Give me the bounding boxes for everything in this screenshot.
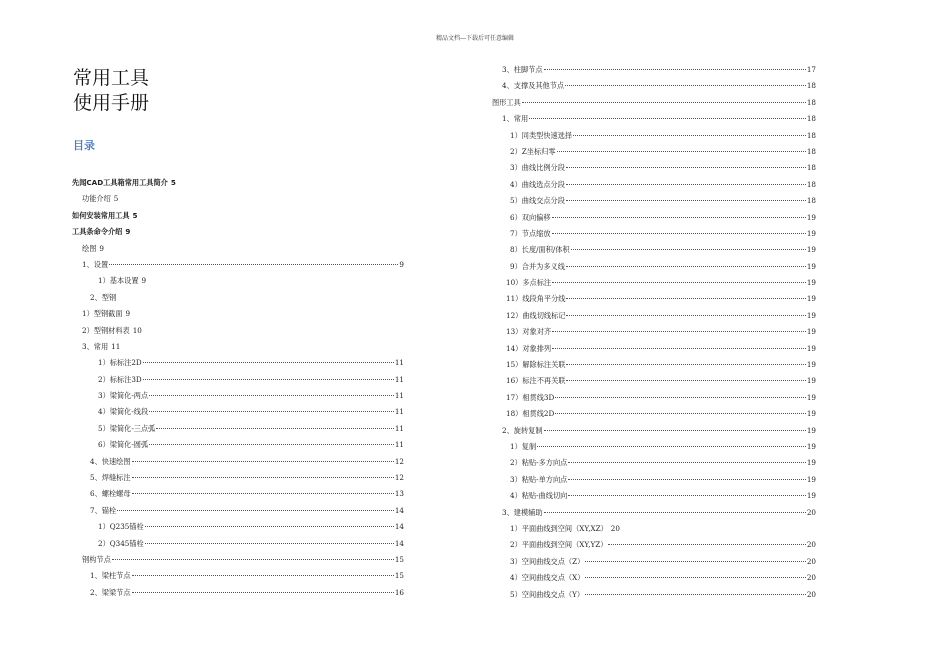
toc-entry-title: 5）空间曲线交点（Y）	[510, 589, 585, 599]
toc-entry-title: 1）型钢截面	[82, 309, 123, 319]
toc-page-number: 11	[111, 341, 121, 351]
toc-entry[interactable]	[72, 536, 404, 552]
toc-page-number: 17	[806, 65, 816, 74]
toc-entry[interactable]	[492, 78, 816, 94]
toc-entry[interactable]	[492, 521, 816, 537]
toc-page-number: 20	[806, 589, 816, 599]
toc-entry[interactable]	[72, 519, 404, 535]
toc-entry[interactable]	[492, 373, 816, 389]
toc-entry-title: 1）复制	[510, 441, 537, 451]
toc-page-number: 11	[394, 374, 404, 384]
toc-entry[interactable]	[72, 503, 404, 519]
toc-entry-title: 9）合并为多义线	[510, 261, 565, 271]
toc-entry[interactable]	[492, 472, 816, 488]
toc-leader-dots	[585, 577, 805, 578]
toc-leader-dots	[571, 249, 806, 250]
toc-page-number: 9	[99, 243, 104, 253]
toc-page-number: 18	[806, 81, 816, 91]
toc-entry[interactable]	[72, 372, 404, 388]
toc-entry[interactable]	[492, 423, 816, 439]
toc-entry-title: 3）梁简化-两点	[98, 391, 149, 401]
toc-page-number: 19	[806, 327, 816, 337]
toc-entry-title: 15）解除标注关联	[506, 360, 566, 370]
toc-entry[interactable]	[492, 554, 816, 570]
toc-entry[interactable]	[72, 404, 404, 420]
toc-entry[interactable]	[492, 455, 816, 471]
toc-leader-dots	[537, 446, 806, 447]
toc-page-number: 19	[806, 343, 816, 353]
toc-entry[interactable]	[72, 470, 404, 486]
toc-leader-dots	[566, 184, 806, 185]
toc-page-number: 18	[806, 114, 816, 124]
toc-page-number: 14	[394, 538, 404, 548]
toc-page-number: 19	[806, 491, 816, 501]
toc-page-number: 12	[394, 456, 404, 466]
toc-entry[interactable]	[492, 308, 816, 324]
toc-leader-dots	[608, 544, 805, 545]
toc-entry-title: 2）粘贴-多方向点	[510, 458, 568, 468]
toc-page-number: 12	[394, 473, 404, 483]
toc-entry-title: 1、设置	[82, 259, 109, 269]
toc-entry[interactable]	[72, 585, 404, 601]
toc-leader-dots	[145, 526, 394, 527]
toc-entry[interactable]	[492, 144, 816, 160]
toc-leader-dots	[568, 495, 806, 496]
toc-entry[interactable]	[72, 290, 404, 306]
toc-page-number: 20	[806, 556, 816, 566]
toc-entry-title: 12）曲线切线标记	[506, 310, 566, 320]
toc-entry-title: 5）曲线交点分段	[510, 196, 565, 206]
toc-entry-title: 2）型钢材料表	[82, 325, 130, 335]
toc-entry-title: 先闻CAD工具箱常用工具简介	[72, 178, 168, 187]
toc-page-number: 20	[806, 540, 816, 550]
toc-page-number: 9	[125, 227, 131, 237]
toc-entry[interactable]	[72, 421, 404, 437]
title-line-2: 使用手册	[73, 92, 150, 114]
toc-entry-title: 6、螺栓螺母	[90, 489, 131, 499]
toc-entry-title: 4）梁简化-线段	[98, 407, 149, 417]
toc-entry[interactable]	[492, 357, 816, 373]
toc-page-number: 19	[806, 409, 816, 419]
toc-page-number: 20	[806, 573, 816, 583]
toc-entry[interactable]	[492, 570, 816, 586]
toc-entry[interactable]	[72, 175, 404, 191]
toc-entry[interactable]	[72, 273, 404, 289]
toc-entry-title: 18）相贯线2D	[506, 409, 555, 419]
toc-entry[interactable]	[72, 208, 404, 224]
toc-page-number: 19	[806, 360, 816, 370]
toc-leader-dots	[149, 411, 394, 412]
toc-page-number: 19	[806, 441, 816, 451]
toc-page-number: 19	[806, 278, 816, 288]
toc-entry[interactable]	[492, 160, 816, 176]
toc-page-number: 9	[399, 259, 404, 269]
toc-leader-dots	[117, 510, 394, 511]
toc-entry-title: 绘图	[82, 243, 97, 253]
toc-entry-title: 16）标注不再关联	[506, 376, 566, 386]
toc-page-number: 11	[394, 358, 404, 368]
toc-page-number: 14	[394, 522, 404, 532]
toc-entry[interactable]	[492, 226, 816, 242]
toc-page-number: 10	[132, 325, 142, 335]
toc-entry[interactable]	[72, 355, 404, 371]
toc-left-column	[72, 175, 404, 601]
toc-entry-title: 2）标标注3D	[98, 374, 142, 384]
toc-leader-dots	[555, 413, 806, 414]
toc-entry-title: 功能介绍	[82, 194, 111, 204]
toc-entry[interactable]	[72, 339, 404, 355]
toc-entry-title: 钢构节点	[82, 554, 111, 564]
toc-leader-dots	[552, 331, 806, 332]
toc-leader-dots	[132, 575, 394, 576]
toc-page-number: 19	[806, 228, 816, 238]
toc-entry-title: 4）空间曲线交点（X）	[510, 573, 585, 583]
toc-leader-dots	[585, 561, 806, 562]
toc-page-number: 11	[394, 440, 404, 450]
toc-page-number: 18	[806, 196, 816, 206]
toc-entry-title: 图形工具	[492, 97, 521, 107]
toc-entry-title: 4）粘贴-曲线切向	[510, 491, 568, 501]
toc-leader-dots	[552, 282, 806, 283]
toc-right-column	[492, 62, 816, 603]
toc-entry[interactable]	[492, 488, 816, 504]
toc-entry-title: 1）平面曲线到空间（XY,XZ）	[510, 523, 608, 533]
toc-entry[interactable]	[72, 552, 404, 568]
toc-entry[interactable]	[72, 323, 404, 339]
toc-entry-title: 7、锚栓	[90, 505, 117, 515]
toc-leader-dots	[566, 364, 805, 365]
toc-page-number: 19	[806, 261, 816, 271]
toc-leader-dots	[145, 543, 394, 544]
toc-entry[interactable]	[492, 62, 816, 78]
toc-entry[interactable]	[492, 193, 816, 209]
toc-entry[interactable]	[492, 128, 816, 144]
toc-entry-title: 2、型钢	[90, 292, 117, 302]
toc-leader-dots	[544, 69, 806, 70]
toc-leader-dots	[132, 592, 394, 593]
toc-leader-dots	[565, 85, 806, 86]
toc-leader-dots	[552, 217, 806, 218]
toc-page-number: 19	[806, 376, 816, 386]
toc-entry-title: 5、焊缝标注	[90, 473, 131, 483]
toc-entry-title: 6）双向偏移	[510, 212, 551, 222]
toc-leader-dots	[156, 428, 394, 429]
toc-leader-dots	[566, 315, 805, 316]
toc-entry[interactable]	[492, 177, 816, 193]
toc-page-number: 9	[125, 309, 131, 319]
toc-entry[interactable]	[72, 257, 404, 273]
toc-page-number: 19	[806, 212, 816, 222]
toc-entry-title: 4）曲线选点分段	[510, 179, 565, 189]
toc-leader-dots	[566, 200, 806, 201]
toc-entry[interactable]	[492, 242, 816, 258]
toc-entry-title: 工具条命令介绍	[72, 227, 123, 237]
title-line-1: 常用工具	[73, 67, 150, 89]
toc-entry-title: 8）长度/面积/体积	[510, 245, 570, 255]
toc-entry[interactable]	[72, 388, 404, 404]
toc-page-number: 18	[806, 163, 816, 173]
toc-entry[interactable]	[72, 191, 404, 207]
toc-entry-title: 1）标标注2D	[98, 358, 142, 368]
toc-leader-dots	[552, 233, 806, 234]
toc-page-number: 16	[394, 587, 404, 597]
toc-entry-title: 1）Q235锚栓	[98, 522, 144, 532]
toc-leader-dots	[544, 430, 806, 431]
toc-entry-title: 3）曲线比例分段	[510, 163, 565, 173]
document-title	[73, 66, 149, 116]
toc-entry[interactable]	[492, 324, 816, 340]
toc-page-number: 19	[806, 245, 816, 255]
toc-entry[interactable]	[492, 537, 816, 553]
toc-leader-dots	[568, 462, 806, 463]
toc-entry-title: 1、常用	[502, 114, 529, 124]
toc-leader-dots	[568, 479, 806, 480]
toc-leader-dots	[149, 444, 394, 445]
toc-heading: 目录	[73, 139, 95, 152]
toc-page-number: 19	[806, 294, 816, 304]
toc-entry-title: 13）对象对齐	[506, 327, 552, 337]
toc-page-number: 11	[394, 423, 404, 433]
toc-entry[interactable]	[492, 259, 816, 275]
toc-entry-title: 4、快速绘图	[90, 456, 131, 466]
toc-entry[interactable]	[72, 454, 404, 470]
toc-entry[interactable]	[492, 406, 816, 422]
toc-entry[interactable]	[492, 505, 816, 521]
page-header: 精品文档---下载后可任意编辑	[435, 35, 515, 42]
toc-leader-dots	[149, 395, 394, 396]
toc-leader-dots	[573, 135, 806, 136]
toc-entry-title: 2）平面曲线到空间（XY,YZ）	[510, 540, 608, 550]
toc-entry-title: 7）节点缩放	[510, 228, 551, 238]
toc-leader-dots	[557, 151, 806, 152]
toc-entry[interactable]	[492, 439, 816, 455]
toc-entry-title: 17）相贯线3D	[506, 392, 555, 402]
toc-leader-dots	[566, 298, 805, 299]
toc-entry[interactable]	[72, 486, 404, 502]
toc-entry-title: 3）空间曲线交点（Z）	[510, 556, 585, 566]
toc-entry-title: 1）同类型快速选择	[510, 130, 573, 140]
toc-leader-dots	[585, 594, 806, 595]
toc-leader-dots	[555, 397, 806, 398]
toc-page-number: 19	[806, 310, 816, 320]
toc-page-number: 9	[141, 276, 147, 286]
toc-page-number: 13	[394, 489, 404, 499]
toc-entry-title: 1）基本设置	[98, 276, 139, 286]
toc-entry[interactable]	[492, 95, 816, 111]
toc-entry-title: 6）梁简化-圆弧	[98, 440, 149, 450]
toc-entry-title: 11）线段角平分线	[506, 294, 566, 304]
toc-entry[interactable]	[492, 390, 816, 406]
toc-leader-dots	[109, 264, 398, 265]
toc-page-number: 19	[806, 458, 816, 468]
toc-page-number: 15	[394, 554, 404, 564]
toc-entry-title: 2）Q345锚栓	[98, 538, 144, 548]
toc-entry-title: 10）多点标注	[506, 278, 552, 288]
toc-entry-title: 2、旋转复制	[502, 425, 543, 435]
toc-page-number: 19	[806, 392, 816, 402]
toc-page-number: 18	[806, 97, 816, 107]
toc-entry[interactable]	[492, 210, 816, 226]
toc-entry[interactable]	[492, 291, 816, 307]
toc-entry[interactable]	[72, 568, 404, 584]
toc-entry-title: 3、建模辅助	[502, 507, 543, 517]
toc-page-number: 5	[132, 210, 138, 220]
toc-page-number: 18	[806, 179, 816, 189]
toc-page-number: 15	[394, 571, 404, 581]
toc-leader-dots	[566, 380, 805, 381]
toc-entry-title: 5）梁简化-三点弧	[98, 423, 156, 433]
toc-page-number: 18	[806, 146, 816, 156]
toc-leader-dots	[112, 559, 394, 560]
toc-leader-dots	[544, 512, 806, 513]
toc-page-number: 5	[170, 178, 176, 187]
toc-page-number: 11	[394, 391, 404, 401]
toc-entry[interactable]	[492, 587, 816, 603]
toc-entry[interactable]	[492, 275, 816, 291]
toc-page-number: 20	[610, 523, 620, 533]
toc-leader-dots	[522, 102, 806, 103]
toc-entry[interactable]	[72, 437, 404, 453]
toc-entry-title: 3）粘贴-单方向点	[510, 474, 568, 484]
toc-leader-dots	[132, 477, 394, 478]
toc-page-number: 5	[113, 194, 119, 204]
toc-entry[interactable]	[72, 224, 404, 240]
toc-entry-title: 3、柱脚节点	[502, 65, 543, 74]
toc-entry-title: 3、常用	[82, 341, 109, 351]
toc-leader-dots	[143, 379, 394, 380]
toc-leader-dots	[566, 167, 806, 168]
toc-entry[interactable]	[72, 241, 404, 257]
toc-entry-title: 如何安装常用工具	[72, 210, 130, 220]
toc-entry-title: 14）对象排列	[506, 343, 552, 353]
toc-leader-dots	[529, 118, 806, 119]
toc-entry[interactable]	[492, 341, 816, 357]
toc-page-number: 20	[806, 507, 816, 517]
toc-leader-dots	[132, 493, 394, 494]
toc-page-number: 19	[806, 425, 816, 435]
toc-entry-title: 2）Z坐标归零	[510, 146, 556, 156]
toc-page-number: 19	[806, 474, 816, 484]
toc-leader-dots	[143, 362, 394, 363]
toc-page-number: 18	[806, 130, 816, 140]
toc-entry[interactable]	[492, 111, 816, 127]
toc-entry[interactable]	[72, 306, 404, 322]
toc-entry-title: 4、支撑及其他节点	[502, 81, 565, 91]
toc-leader-dots	[132, 461, 394, 462]
toc-leader-dots	[566, 266, 806, 267]
toc-entry-title: 2、梁梁节点	[90, 587, 131, 597]
toc-page-number: 14	[394, 505, 404, 515]
toc-leader-dots	[552, 348, 806, 349]
toc-page-number: 11	[394, 407, 404, 417]
toc-entry-title: 1、梁柱节点	[90, 571, 131, 581]
